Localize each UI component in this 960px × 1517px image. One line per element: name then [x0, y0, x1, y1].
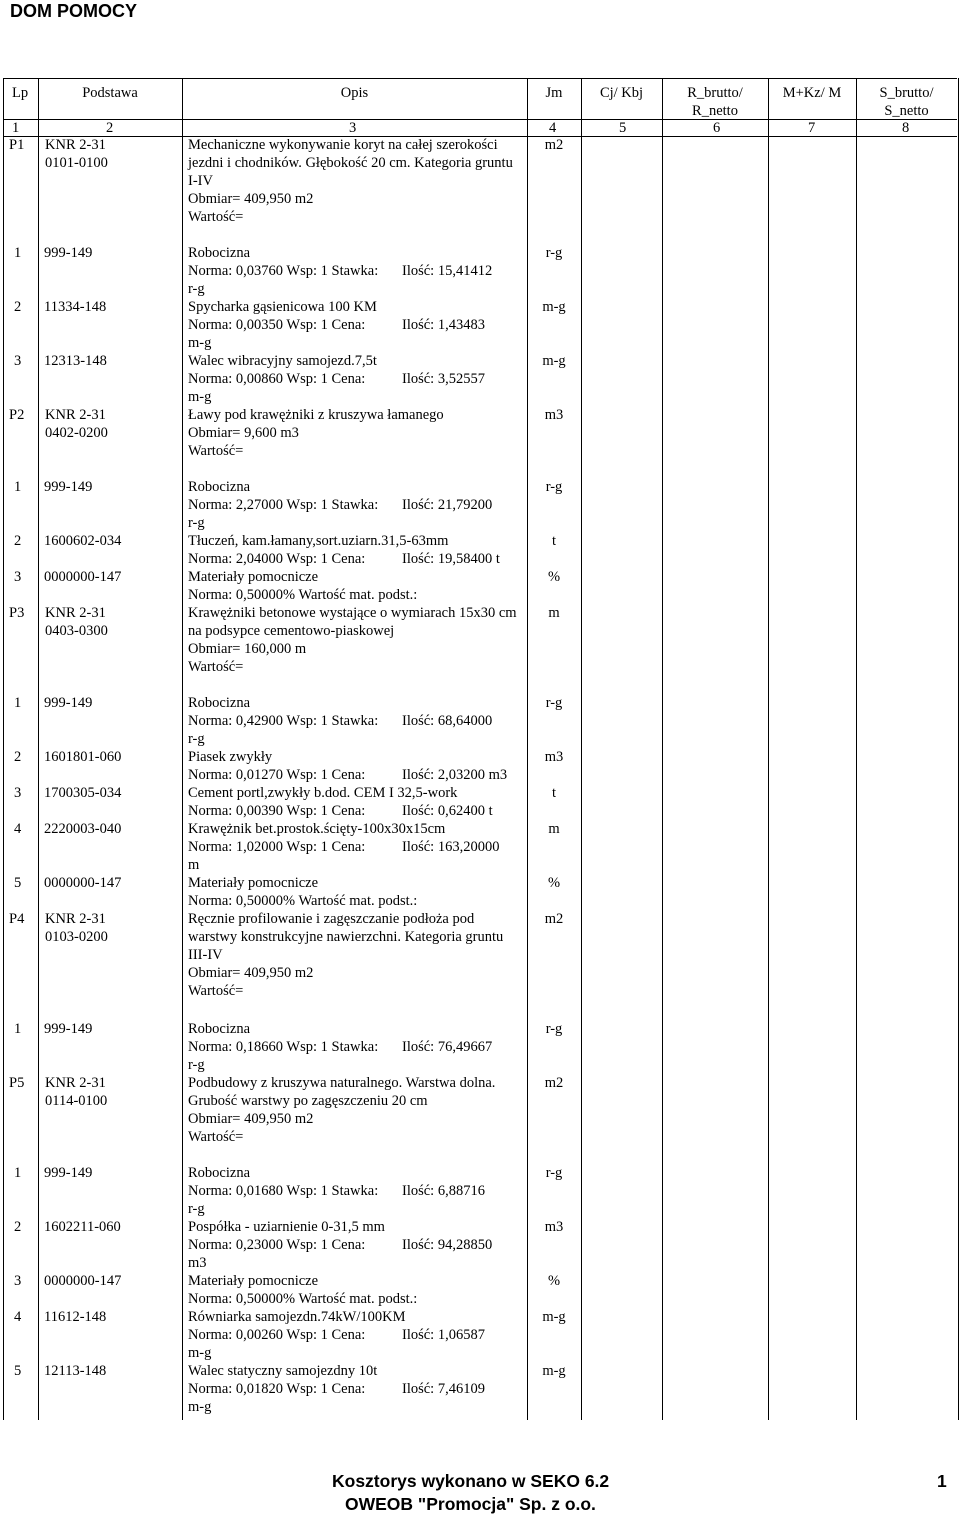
header-snetto: S_netto	[884, 103, 929, 119]
row-lp: 1	[14, 695, 22, 711]
row-opis-line: m-g	[188, 335, 212, 351]
row-jm: r-g	[545, 479, 563, 495]
row-opis-line: r-g	[188, 515, 205, 531]
row-opis-line: Obmiar= 409,950 m2	[188, 191, 314, 207]
row-lp: 5	[14, 1363, 22, 1379]
row-opis-line: Grubość warstwy po zagęszczeniu 20 cm	[188, 1093, 428, 1109]
row-opis-line: Krawężniki betonowe wystające o wymiarach 15x30 cm	[188, 605, 517, 621]
row-opis-line: Podbudowy z kruszywa naturalnego. Warstwa dolna.	[188, 1075, 496, 1091]
row-jm: r-g	[545, 695, 563, 711]
col-divider	[182, 78, 183, 1420]
row-podstawa: 1601801-060	[44, 749, 122, 765]
row-lp: 1	[14, 479, 22, 495]
column-number: 3	[349, 120, 357, 136]
row-podstawa: KNR 2-31	[45, 137, 106, 153]
header-rbrutto: R_brutto/	[687, 85, 743, 101]
row-opis-line: m-g	[188, 1345, 212, 1361]
row-ilosc: Ilość: 163,20000	[402, 839, 500, 855]
row-podstawa: 11612-148	[44, 1309, 107, 1325]
header-lp: Lp	[12, 85, 29, 101]
row-lp: P2	[9, 407, 25, 423]
row-lp: 2	[14, 1219, 22, 1235]
row-opis-line: Krawężnik bet.prostok.ścięty-100x30x15cm	[188, 821, 446, 837]
row-ilosc: Ilość: 1,06587	[402, 1327, 485, 1343]
row-opis-line: Piasek zwykły	[188, 749, 273, 765]
row-opis-line: Wartość=	[188, 443, 244, 459]
row-lp: 1	[14, 1021, 22, 1037]
row-opis-line: Norma: 0,00260 Wsp: 1 Cena:	[188, 1327, 366, 1343]
header-opis: Opis	[340, 85, 369, 101]
row-opis-line: Robocizna	[188, 245, 251, 261]
row-podstawa: 12113-148	[44, 1363, 107, 1379]
row-podstawa: 0403-0300	[45, 623, 108, 639]
row-opis-line: Obmiar= 160,000 m	[188, 641, 307, 657]
row-opis-line: Norma: 0,50000% Wartość mat. podst.:	[188, 1291, 418, 1307]
row-lp: 5	[14, 875, 22, 891]
footer-software: Kosztorys wykonano w SEKO 6.2	[332, 1471, 610, 1491]
row-opis-line: Materiały pomocnicze	[188, 1273, 319, 1289]
row-ilosc: Ilość: 94,28850	[402, 1237, 493, 1253]
row-opis-line: I-IV	[188, 173, 213, 189]
row-ilosc: Ilość: 0,62400 t	[402, 803, 493, 819]
row-opis-line: r-g	[188, 281, 205, 297]
row-jm: m-g	[542, 353, 566, 369]
header-mkz: M+Kz/ M	[782, 85, 842, 101]
header-cj: Cj/ Kbj	[599, 85, 644, 101]
row-podstawa: KNR 2-31	[45, 1075, 106, 1091]
row-podstawa: 999-149	[44, 695, 93, 711]
row-opis-line: Norma: 0,01820 Wsp: 1 Cena:	[188, 1381, 366, 1397]
row-jm: %	[547, 569, 561, 585]
row-opis-line: Norma: 0,50000% Wartość mat. podst.:	[188, 893, 418, 909]
row-opis-line: Norma: 0,50000% Wartość mat. podst.:	[188, 587, 418, 603]
row-lp: 3	[14, 1273, 22, 1289]
row-ilosc: Ilość: 21,79200	[402, 497, 493, 513]
row-podstawa: 0101-0100	[45, 155, 108, 171]
row-opis-line: Norma: 0,01680 Wsp: 1 Stawka:	[188, 1183, 379, 1199]
row-opis-line: Norma: 0,03760 Wsp: 1 Stawka:	[188, 263, 379, 279]
row-opis-line: jezdni i chodników. Głębokość 20 cm. Kategoria gruntu	[188, 155, 513, 171]
row-podstawa: 0114-0100	[45, 1093, 108, 1109]
col-divider	[662, 78, 663, 1420]
row-lp: 3	[14, 785, 22, 801]
row-opis-line: r-g	[188, 1057, 205, 1073]
row-jm: m2	[544, 137, 564, 153]
row-ilosc: Ilość: 6,88716	[402, 1183, 485, 1199]
row-jm: m-g	[542, 1363, 566, 1379]
row-lp: P5	[9, 1075, 25, 1091]
row-opis-line: m-g	[188, 389, 212, 405]
row-opis-line: Obmiar= 409,950 m2	[188, 1111, 314, 1127]
row-opis-line: r-g	[188, 1201, 205, 1217]
row-podstawa: 2220003-040	[44, 821, 122, 837]
row-podstawa: 999-149	[44, 1165, 93, 1181]
row-opis-line: Robocizna	[188, 1165, 251, 1181]
row-podstawa: 0000000-147	[44, 1273, 122, 1289]
row-jm: %	[547, 1273, 561, 1289]
col-divider	[856, 78, 857, 1420]
row-opis-line: Ławy pod krawężniki z kruszywa łamanego	[188, 407, 444, 423]
row-opis-line: Norma: 0,01270 Wsp: 1 Cena:	[188, 767, 366, 783]
footer-company: OWEOB "Promocja" Sp. z o.o.	[345, 1494, 596, 1514]
document-title: DOM POMOCY	[10, 1, 138, 21]
row-opis-line: Spycharka gąsienicowa 100 KM	[188, 299, 377, 315]
header-rnetto: R_netto	[692, 103, 738, 119]
row-jm: t	[551, 785, 557, 801]
row-lp: 4	[14, 1309, 22, 1325]
row-lp: P3	[9, 605, 25, 621]
row-opis-line: III-IV	[188, 947, 223, 963]
row-podstawa: 1700305-034	[44, 785, 122, 801]
row-ilosc: Ilość: 15,41412	[402, 263, 493, 279]
row-jm: m	[548, 821, 560, 837]
row-opis-line: m3	[188, 1255, 207, 1271]
row-opis-line: Wartość=	[188, 209, 244, 225]
row-jm: m3	[544, 407, 564, 423]
row-podstawa: 0402-0200	[45, 425, 108, 441]
row-podstawa: 1602211-060	[44, 1219, 121, 1235]
row-podstawa: 0000000-147	[44, 569, 122, 585]
col-divider	[38, 78, 39, 1420]
row-jm: m-g	[542, 299, 566, 315]
row-lp: 3	[14, 569, 22, 585]
row-jm: r-g	[545, 1021, 563, 1037]
row-opis-line: Materiały pomocnicze	[188, 875, 319, 891]
row-ilosc: Ilość: 1,43483	[402, 317, 485, 333]
row-podstawa: 999-149	[44, 1021, 93, 1037]
row-lp: P1	[9, 137, 25, 153]
row-ilosc: Ilość: 19,58400 t	[402, 551, 500, 567]
row-opis-line: Wartość=	[188, 659, 244, 675]
row-opis-line: Norma: 0,00350 Wsp: 1 Cena:	[188, 317, 366, 333]
column-number: 1	[12, 120, 20, 136]
row-opis-line: Norma: 0,42900 Wsp: 1 Stawka:	[188, 713, 379, 729]
row-opis-line: Obmiar= 9,600 m3	[188, 425, 299, 441]
row-podstawa: KNR 2-31	[45, 911, 106, 927]
row-opis-line: r-g	[188, 731, 205, 747]
row-lp: P4	[9, 911, 25, 927]
row-opis-line: Norma: 2,27000 Wsp: 1 Stawka:	[188, 497, 379, 513]
row-podstawa: KNR 2-31	[45, 407, 106, 423]
row-opis-line: Norma: 2,04000 Wsp: 1 Cena:	[188, 551, 366, 567]
row-opis-line: Norma: 0,00860 Wsp: 1 Cena:	[188, 371, 366, 387]
row-opis-line: Pospółka - uziarnienie 0-31,5 mm	[188, 1219, 385, 1235]
row-jm: m-g	[542, 1309, 566, 1325]
row-opis-line: Wartość=	[188, 983, 244, 999]
row-opis-line: Norma: 0,18660 Wsp: 1 Stawka:	[188, 1039, 379, 1055]
row-opis-line: warstwy konstrukcyjne nawierzchni. Kategoria gruntu	[188, 929, 504, 945]
row-lp: 2	[14, 533, 22, 549]
row-podstawa: 12313-148	[44, 353, 107, 369]
row-opis-line: Walec wibracyjny samojezd.7,5t	[188, 353, 377, 369]
row-opis-line: Mechaniczne wykonywanie koryt na całej szerokości	[188, 137, 498, 153]
row-podstawa: 0103-0200	[45, 929, 108, 945]
row-opis-line: Ręcznie profilowanie i zagęszczanie podłoża pod	[188, 911, 475, 927]
row-opis-line: m	[188, 857, 200, 873]
column-number: 6	[713, 120, 721, 136]
col-divider	[768, 78, 769, 1420]
row-jm: r-g	[545, 245, 563, 261]
row-opis-line: Obmiar= 409,950 m2	[188, 965, 314, 981]
row-opis-line: Robocizna	[188, 479, 251, 495]
row-jm: t	[551, 533, 557, 549]
header-podstawa: Podstawa	[82, 85, 138, 101]
row-ilosc: Ilość: 68,64000	[402, 713, 493, 729]
row-podstawa: 999-149	[44, 479, 93, 495]
row-ilosc: Ilość: 76,49667	[402, 1039, 493, 1055]
row-opis-line: Równiarka samojezdn.74kW/100KM	[188, 1309, 406, 1325]
column-number: 2	[106, 120, 114, 136]
column-number: 7	[808, 120, 816, 136]
row-jm: m3	[544, 749, 564, 765]
column-number: 5	[619, 120, 627, 136]
row-opis-line: na podsypce cementowo-piaskowej	[188, 623, 395, 639]
row-opis-line: Norma: 0,00390 Wsp: 1 Cena:	[188, 803, 366, 819]
row-jm: r-g	[545, 1165, 563, 1181]
row-lp: 1	[14, 245, 22, 261]
row-podstawa: 1600602-034	[44, 533, 122, 549]
row-ilosc: Ilość: 7,46109	[402, 1381, 485, 1397]
row-lp: 1	[14, 1165, 22, 1181]
row-lp: 3	[14, 353, 22, 369]
row-podstawa: 999-149	[44, 245, 93, 261]
row-opis-line: Norma: 1,02000 Wsp: 1 Cena:	[188, 839, 366, 855]
row-lp: 4	[14, 821, 22, 837]
header-jm: Jm	[545, 85, 563, 101]
row-opis-line: Walec statyczny samojezdny 10t	[188, 1363, 378, 1379]
row-opis-line: Materiały pomocnicze	[188, 569, 319, 585]
row-ilosc: Ilość: 3,52557	[402, 371, 485, 387]
row-opis-line: Cement portl,zwykły b.dod. CEM I 32,5-work	[188, 785, 458, 801]
row-jm: m3	[544, 1219, 564, 1235]
row-opis-line: Tłuczeń, kam.łamany,sort.uziarn.31,5-63mm	[188, 533, 449, 549]
row-opis-line: m-g	[188, 1399, 212, 1415]
header-sbrutto: S_brutto/	[879, 85, 934, 101]
row-jm: m2	[544, 1075, 564, 1091]
row-podstawa: KNR 2-31	[45, 605, 106, 621]
row-jm: %	[547, 875, 561, 891]
row-jm: m2	[544, 911, 564, 927]
row-podstawa: 11334-148	[44, 299, 107, 315]
row-opis-line: Norma: 0,23000 Wsp: 1 Cena:	[188, 1237, 366, 1253]
row-opis-line: Wartość=	[188, 1129, 244, 1145]
row-lp: 2	[14, 299, 22, 315]
row-jm: m	[548, 605, 560, 621]
column-number: 4	[549, 120, 557, 136]
row-podstawa: 0000000-147	[44, 875, 122, 891]
row-opis-line: Robocizna	[188, 1021, 251, 1037]
col-divider	[581, 78, 582, 1420]
footer-page-number: 1	[937, 1471, 947, 1491]
row-opis-line: Robocizna	[188, 695, 251, 711]
row-lp: 2	[14, 749, 22, 765]
column-number: 8	[902, 120, 910, 136]
row-ilosc: Ilość: 2,03200 m3	[402, 767, 508, 783]
